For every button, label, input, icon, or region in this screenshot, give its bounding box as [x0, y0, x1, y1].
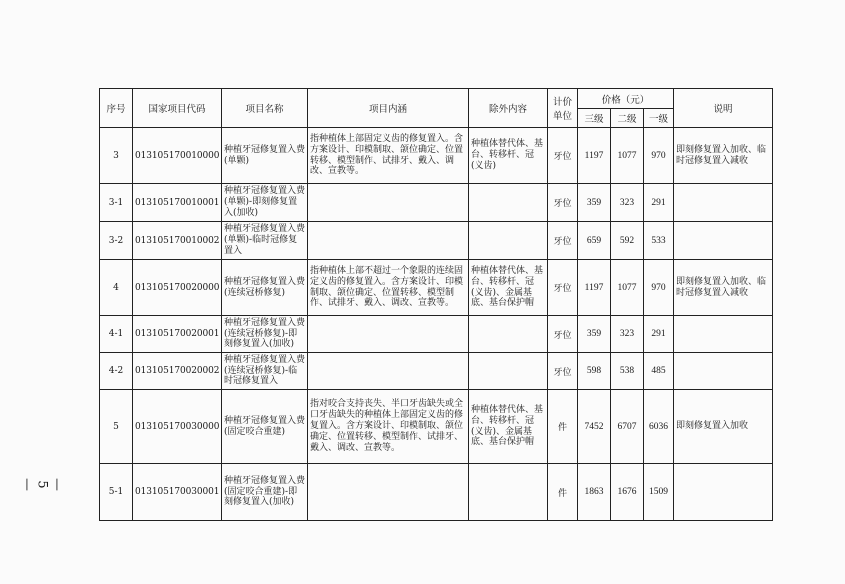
row-unit: 件 [548, 390, 578, 464]
row-price-level1: 533 [644, 222, 674, 260]
row-seq: 5 [100, 390, 133, 464]
row-unit: 牙位 [548, 184, 578, 222]
row-content [308, 464, 469, 521]
row-name: 种植牙冠修复置入费(连续冠桥修复)-临时冠修复置入 [222, 353, 308, 390]
row-content [308, 184, 469, 222]
header-price: 价格（元） [578, 89, 674, 109]
row-exclude: 种植体替代体、基台、转移杆、冠(义齿) [469, 128, 548, 184]
row-price-level2: 1676 [611, 464, 644, 521]
row-code: 013105170020000 [133, 260, 222, 316]
row-code: 013105170030001 [133, 464, 222, 521]
header-name: 项目名称 [222, 89, 308, 128]
row-price-level3: 1863 [578, 464, 611, 521]
row-note: 即刻修复置入加收、临时冠修复置入减收 [674, 128, 773, 184]
row-price-level3: 7452 [578, 390, 611, 464]
row-seq: 3-2 [100, 222, 133, 260]
row-content: 指种植体上部固定义齿的修复置入。含方案设计、印模制取、颌位确定、位置转移、模型制作、试排牙、戴入、调改、宣教等。 [308, 128, 469, 184]
row-code: 013105170010002 [133, 222, 222, 260]
row-name: 种植牙冠修复置入费(单颗) [222, 128, 308, 184]
table-row [100, 316, 773, 353]
row-unit: 牙位 [548, 260, 578, 316]
row-price-level1: 970 [644, 128, 674, 184]
row-exclude: 种植体替代体、基台、转移杆、冠(义齿)、金属基底、基台保护帽 [469, 390, 548, 464]
row-note [674, 316, 773, 353]
row-price-level3: 659 [578, 222, 611, 260]
row-unit: 牙位 [548, 316, 578, 353]
row-price-level1: 291 [644, 316, 674, 353]
row-price-level2: 592 [611, 222, 644, 260]
page-number: — 5 — [19, 478, 65, 491]
table-row [100, 390, 773, 464]
table-body [100, 128, 773, 521]
row-content: 指对咬合支持丧失、半口牙齿缺失或全口牙齿缺失的种植体上部固定义齿的修复置入。含方案设计、印模制取、颌位确定、位置转移、模型制作、试排牙、戴入、调改、宣教等。 [308, 390, 469, 464]
row-price-level3: 1197 [578, 260, 611, 316]
table-row [100, 222, 773, 260]
row-code: 013105170010001 [133, 184, 222, 222]
row-price-level1: 970 [644, 260, 674, 316]
row-seq: 4 [100, 260, 133, 316]
header-note: 说明 [674, 89, 773, 128]
row-price-level2: 323 [611, 184, 644, 222]
header-level2: 二级 [611, 109, 644, 128]
row-name: 种植牙冠修复置入费(固定咬合重建)-即刻修复置入(加收) [222, 464, 308, 521]
row-unit: 牙位 [548, 353, 578, 390]
row-note [674, 222, 773, 260]
row-price-level1: 1509 [644, 464, 674, 521]
row-exclude: 种植体替代体、基台、转移杆、冠(义齿)、金属基底、基台保护帽 [469, 260, 548, 316]
row-seq: 4-1 [100, 316, 133, 353]
row-code: 013105170030000 [133, 390, 222, 464]
row-price-level2: 1077 [611, 128, 644, 184]
row-code: 013105170010000 [133, 128, 222, 184]
row-exclude [469, 464, 548, 521]
row-note: 即刻修复置入加收、临时冠修复置入减收 [674, 260, 773, 316]
row-price-level1: 291 [644, 184, 674, 222]
row-name: 种植牙冠修复置入费(单颗)-临时冠修复置入 [222, 222, 308, 260]
row-seq: 3 [100, 128, 133, 184]
row-price-level2: 6707 [611, 390, 644, 464]
header-seq: 序号 [100, 89, 133, 128]
row-content [308, 222, 469, 260]
row-seq: 5-1 [100, 464, 133, 521]
row-price-level3: 1197 [578, 128, 611, 184]
row-unit: 牙位 [548, 128, 578, 184]
row-name: 种植牙冠修复置入费(连续冠桥修复)-即刻修复置入(加收) [222, 316, 308, 353]
row-content [308, 353, 469, 390]
row-name: 种植牙冠修复置入费(单颗)-即刻修复置入(加收) [222, 184, 308, 222]
header-exclude: 除外内容 [469, 89, 548, 128]
row-code: 013105170020002 [133, 353, 222, 390]
row-note [674, 184, 773, 222]
row-name: 种植牙冠修复置入费(连续冠桥修复) [222, 260, 308, 316]
row-content [308, 316, 469, 353]
row-exclude [469, 184, 548, 222]
header-unit: 计价单位 [548, 89, 578, 128]
table-row [100, 353, 773, 390]
table-row [100, 260, 773, 316]
row-price-level3: 598 [578, 353, 611, 390]
table-row [100, 184, 773, 222]
row-price-level2: 538 [611, 353, 644, 390]
price-table [99, 88, 773, 521]
row-price-level3: 359 [578, 316, 611, 353]
row-unit: 件 [548, 464, 578, 521]
table-row [100, 128, 773, 184]
row-note [674, 353, 773, 390]
header-content: 项目内涵 [308, 89, 469, 128]
header-level3: 三级 [578, 109, 611, 128]
row-exclude [469, 316, 548, 353]
row-price-level2: 323 [611, 316, 644, 353]
header-code: 国家项目代码 [133, 89, 222, 128]
row-price-level2: 1077 [611, 260, 644, 316]
row-exclude [469, 222, 548, 260]
row-seq: 3-1 [100, 184, 133, 222]
row-note: 即刻修复置入加收 [674, 390, 773, 464]
row-name: 种植牙冠修复置入费(固定咬合重建) [222, 390, 308, 464]
header-level1: 一级 [644, 109, 674, 128]
table-row [100, 464, 773, 521]
row-content: 指种植体上部不超过一个象限的连续固定义齿的修复置入。含方案设计、印模制取、颌位确定、位置转移、模型制作、试排牙、戴入、调改、宣教等。 [308, 260, 469, 316]
row-note [674, 464, 773, 521]
table-header [100, 89, 773, 128]
row-unit: 牙位 [548, 222, 578, 260]
row-exclude [469, 353, 548, 390]
row-code: 013105170020001 [133, 316, 222, 353]
row-price-level1: 485 [644, 353, 674, 390]
row-seq: 4-2 [100, 353, 133, 390]
row-price-level1: 6036 [644, 390, 674, 464]
row-price-level3: 359 [578, 184, 611, 222]
